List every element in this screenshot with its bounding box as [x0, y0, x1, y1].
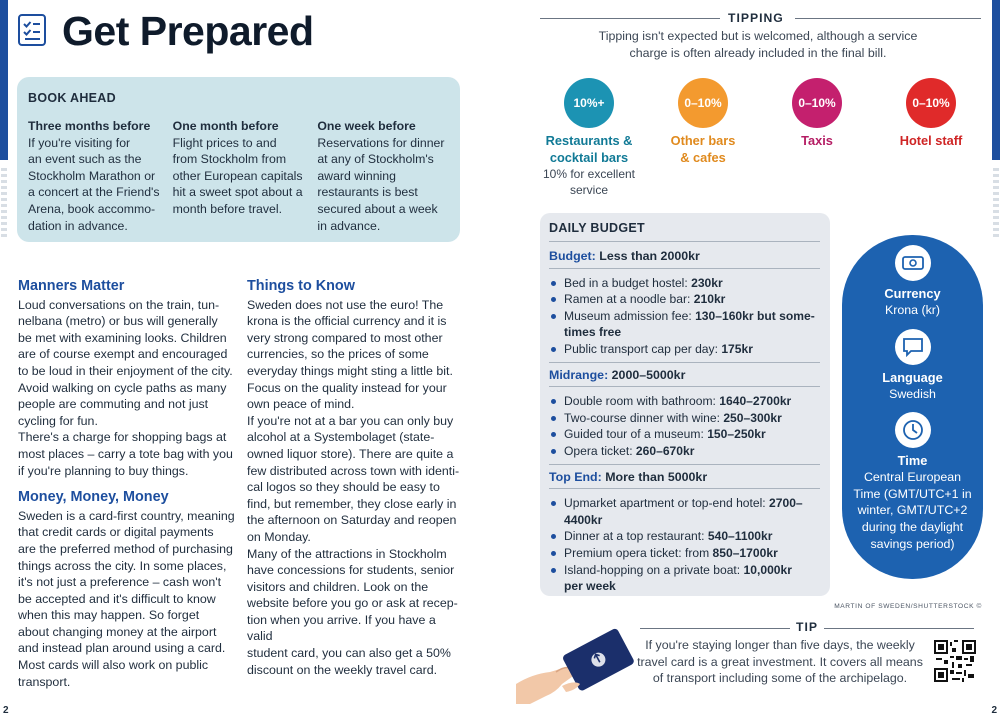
budget-tier: [549, 464, 820, 595]
tip-label: Taxis: [801, 133, 833, 148]
qr-code-image: [934, 640, 976, 682]
budget-item: Bed in a budget hostel: 230kr: [549, 275, 820, 292]
manners-paragraph: Loud conversations on the train, tun- nelbana (metro) or bus will generally be met with examining looks. Children are of course exempt and encouraged to be loud in their enjoyment of the city. Avoid walking on cycle paths as many people are commuting and not just cycling for fun.: [18, 297, 233, 428]
budget-item: Public transport cap per day: 175kr: [549, 341, 820, 358]
budget-item: Premium opera ticket: from 850–1700kr: [549, 545, 820, 562]
tip-heading: TIP: [796, 620, 818, 634]
checklist-icon: [16, 12, 48, 48]
time-label: Time: [897, 453, 928, 469]
tip-rate-badge: 0–10%: [792, 78, 842, 128]
budget-item: Ramen at a noodle bar: 210kr: [549, 291, 820, 308]
page-title: Get Prepared: [62, 8, 314, 54]
book-ahead-box: [17, 77, 460, 242]
tip-restaurants: [534, 78, 644, 198]
divider: [540, 18, 720, 19]
budget-item: Two-course dinner with wine: 250–300kr: [549, 410, 820, 427]
divider: [795, 18, 981, 19]
book-ahead-text: If you're visiting for an event such as the Stockholm Marathon or a concert at the Friend's Arena, book accommo- dation in advance.: [28, 135, 160, 233]
tipping-text: Tipping isn't expected but is welcomed, although a service charge is often already included in the final bill.: [598, 29, 918, 60]
clock-icon: [895, 412, 931, 448]
budget-item: Double room with bathroom: 1640–2700kr: [549, 393, 820, 410]
tip-label: Restaurants & cocktail bars: [545, 133, 633, 165]
budget-item: Guided tour of a museum: 150–250kr: [549, 426, 820, 443]
section-tab: [992, 0, 1000, 160]
book-ahead-column: [173, 118, 306, 234]
tip-hotel-staff: [876, 78, 986, 150]
book-ahead-text: Reservations for dinner at any of Stockholm's award winning restaurants is best secured about a week in advance.: [317, 135, 445, 233]
tip-label: Hotel staff: [899, 133, 963, 148]
tip-other-bars: [648, 78, 758, 166]
language-label: Language: [882, 369, 943, 385]
book-ahead-when: Three months before: [28, 119, 151, 133]
right-page: [500, 0, 1000, 722]
tipping-heading: TIPPING: [728, 11, 784, 25]
hand-holding-travel-card-image: [516, 622, 636, 704]
tip-rate-badge: 0–10%: [678, 78, 728, 128]
book-ahead-when: One month before: [172, 119, 279, 133]
tip-label: Other bars & cafes: [670, 133, 736, 165]
currency-value: Krona (kr): [884, 303, 941, 317]
tier-range: 2000–5000kr: [611, 367, 686, 382]
things-paragraph: Sweden does not use the euro! The krona is the official currency and it is very strong compared to most other currencies, so the prices of some everyday things might sting a little bit. Focus on the quality instead for your own peace of mind.: [247, 297, 453, 412]
things-paragraph: Many of the attractions in Stockholm have concessions for students, senior visitors and children. Look on the website before you go or ask at recep- tion when you arrive. If you have a valid student card, you can also get a 50% discount on the weekly travel card.: [247, 546, 458, 677]
budget-tier: [549, 248, 820, 358]
tier-name: Top End:: [549, 469, 602, 484]
speech-bubble-icon: [895, 329, 931, 365]
side-tab-marks: [993, 168, 999, 238]
book-ahead-text: Flight prices to and from Stockholm from other European capitals hit a sweet spot about a month before travel.: [172, 135, 303, 216]
time-value: Central European Time (GMT/UTC+1 in winter, GMT/UTC+2 during the daylight savings period): [853, 470, 972, 551]
divider: [824, 628, 974, 629]
currency-label: Currency: [884, 286, 941, 301]
tier-name: Budget:: [549, 249, 596, 263]
tier-range: Less than 2000kr: [599, 249, 700, 263]
section-tab: [0, 0, 8, 160]
budget-heading: DAILY BUDGET: [549, 221, 820, 242]
budget-item: Opera ticket: 260–670kr: [549, 443, 820, 460]
side-tab-marks: [1, 168, 7, 238]
photo-credit: MARTIN OF SWEDEN/SHUTTERSTOCK ©: [834, 603, 982, 610]
things-paragraph: If you're not at a bar you can only buy alcohol at a Systembolaget (state- owned liquor store). There are quite a few distributed across town with identi- cal logos so they should be easy to find, but remember, they close early in the afternoon on Saturday and reopen on Monday.: [247, 413, 460, 544]
tip-rate-badge: 10%+: [564, 78, 614, 128]
tip-note: 10% for excellent service: [542, 167, 636, 198]
banknote-icon: [895, 245, 931, 281]
page-number: 2: [991, 705, 997, 716]
budget-item: Island-hopping on a private boat: 10,000kr per week: [549, 562, 820, 595]
text-column-left: [18, 278, 236, 690]
money-heading: Money, Money, Money: [18, 489, 169, 506]
text-column-right: [247, 278, 463, 678]
tip-taxis: [762, 78, 872, 150]
budget-item: Upmarket apartment or top-end hotel: 2700–4400kr: [549, 495, 820, 528]
book-ahead-heading: BOOK AHEAD: [28, 91, 116, 105]
tip-text: If you're staying longer than five days, the weekly travel card is a great investment. It covers all means of transport including some of the archipelago.: [637, 638, 923, 686]
manners-paragraph: There's a charge for shopping bags at most places – carry a tote bag with you if you're planning to buy things.: [18, 430, 233, 478]
tier-range: More than 5000kr: [605, 469, 708, 484]
info-panel: [842, 235, 983, 579]
budget-item: Museum admission fee: 130–160kr but some- times free: [549, 308, 820, 341]
divider: [640, 628, 790, 629]
book-ahead-column: [317, 118, 450, 234]
daily-budget-box: [540, 213, 830, 596]
things-heading: Things to Know: [247, 278, 355, 294]
book-ahead-when: One week before: [317, 119, 416, 133]
money-paragraph: Sweden is a card-first country, meaning that credit cards or digital payments are the preferred method of purchasing things across the city. In some places, it's not just a preference – cash won't be accepted and it's difficult to know when this may happen. So forget about changing money at the airport and instead plan around using a card. Most cards will also work on public transport.: [18, 508, 235, 689]
budget-tier: [549, 362, 820, 460]
tier-name: Midrange:: [549, 367, 609, 382]
book-ahead-column: [28, 118, 161, 234]
language-value: Swedish: [889, 386, 936, 401]
tip-rate-badge: 0–10%: [906, 78, 956, 128]
manners-heading: Manners Matter: [18, 278, 125, 294]
budget-item: Dinner at a top restaurant: 540–1100kr: [549, 528, 820, 545]
page-number: 2: [3, 705, 9, 716]
